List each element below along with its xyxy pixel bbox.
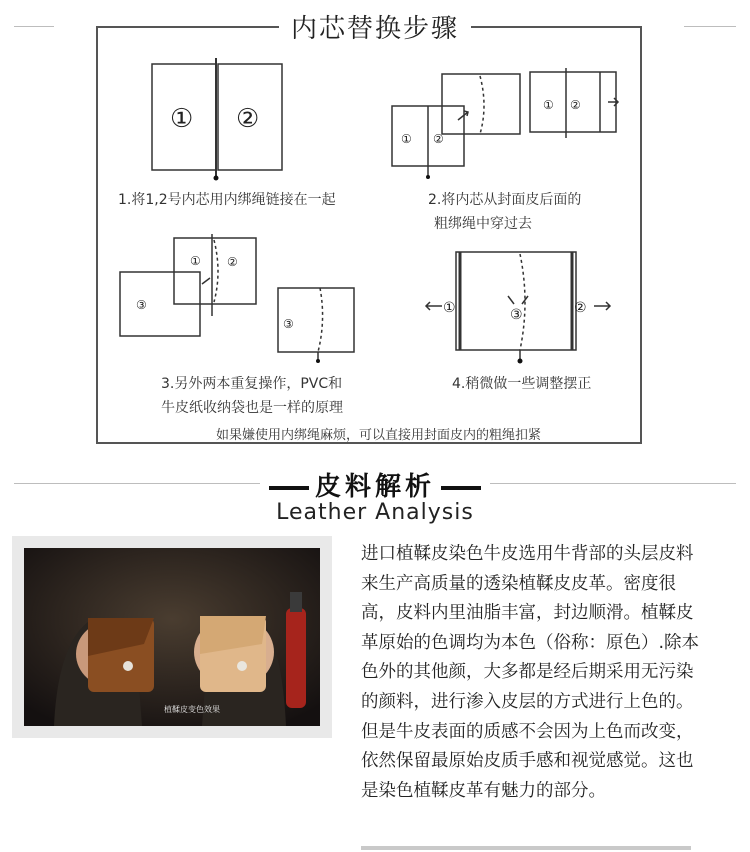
leather-wallet-photo [24, 548, 320, 726]
label-three: ③ [283, 317, 294, 331]
label-one: ① [443, 300, 456, 316]
description-text: 进口植鞣皮染色牛皮选用牛背部的头层皮料来生产高质量的透染植鞣皮皮革。密度很高，皮料内里油脂丰富，封边顺滑。植鞣皮革原始的色调均为本色（俗称：原色）.除本色外的其他颜，大多都是经后期采用无污染的颜料，进行渗入皮层的方式进行上色的。但是牛皮表面的质感不会因为上色而改变，依然保留最原始皮质手感和视觉感觉。这也是染色植鞣皮革有魅力的部分。 [361, 544, 700, 801]
label-two: ② [574, 300, 587, 316]
step1-caption: 1.将1,2号内芯用内绑绳链接在一起 [118, 192, 336, 208]
label-one: ① [190, 254, 201, 268]
label-one: ① [543, 98, 554, 112]
label-two: ② [227, 255, 238, 269]
step2-figure [392, 68, 618, 176]
label-two: ② [236, 104, 260, 134]
section-title: 皮料解析 [0, 466, 750, 503]
label-three: ③ [136, 298, 147, 312]
photo-caption: 植鞣皮变色效果 [164, 705, 220, 714]
step2-caption: 2.将内芯从封面皮后面的 粗绑绳中穿过去 [428, 192, 582, 232]
title-bar-right [441, 486, 481, 490]
label-two: ② [570, 98, 581, 112]
diagram-title: 内芯替换步骤 [0, 8, 750, 45]
label-one: ① [401, 132, 412, 146]
section-subtitle: Leather Analysis [276, 500, 474, 525]
title-bar-left [269, 486, 309, 490]
bottom-rule [361, 846, 691, 850]
wallet-hands-image [24, 548, 320, 726]
step3-figure [120, 234, 354, 360]
label-two: ② [433, 132, 444, 146]
step4-caption: 4.稍微做一些调整摆正 [452, 376, 592, 392]
label-three: ③ [510, 307, 523, 323]
diagram-note: 如果嫌使用内绑绳麻烦，可以直接用封面皮内的粗绳扣紧 [216, 428, 542, 443]
step3-caption: 3.另外两本重复操作，PVC和 牛皮纸收纳袋也是一样的原理 [161, 376, 343, 416]
label-one: ① [170, 104, 194, 134]
